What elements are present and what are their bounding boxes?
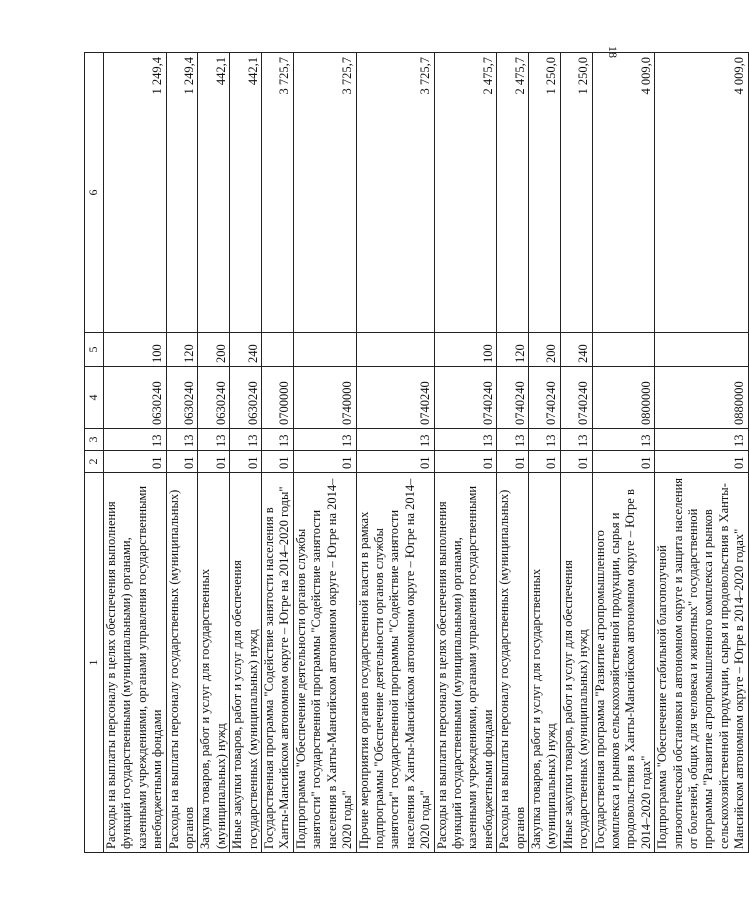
subsection-cell: 13 <box>560 429 592 451</box>
target-article-cell: 0880000 <box>655 367 748 429</box>
section-cell: 01 <box>592 451 655 473</box>
section-cell: 01 <box>230 451 262 473</box>
amount-cell: 442,1 <box>230 53 262 333</box>
header-cell: 5 <box>85 333 104 367</box>
target-article-cell: 0630240 <box>104 367 167 429</box>
section-cell: 01 <box>198 451 230 473</box>
section-cell: 01 <box>434 451 497 473</box>
subsection-cell: 13 <box>655 429 748 451</box>
table-row <box>592 53 655 853</box>
amount-cell: 4 009,0 <box>655 53 748 333</box>
section-cell: 01 <box>560 451 592 473</box>
amount-cell: 4 009,0 <box>592 53 655 333</box>
subsection-cell: 13 <box>166 429 198 451</box>
name-cell: Государственная программа "Развитие агропромышленного комплекса и рынков сельскохозяйственной продукции, сырья и продовольствия в Ханты-Мансийском автономном округе – Югре в 2014–2020 годах" <box>592 473 655 853</box>
subsection-cell: 13 <box>356 429 434 451</box>
expense-type-cell: 100 <box>434 333 497 367</box>
target-article-cell: 0700000 <box>262 367 294 429</box>
name-cell: Расходы на выплаты персоналу государственных (муниципальных) органов <box>166 473 198 853</box>
target-article-cell: 0740240 <box>497 367 529 429</box>
target-article-cell: 0740240 <box>356 367 434 429</box>
table-row <box>497 53 529 853</box>
target-article-cell: 0740000 <box>293 367 356 429</box>
section-cell: 01 <box>655 451 748 473</box>
target-article-cell: 0630240 <box>198 367 230 429</box>
target-article-cell: 0740240 <box>560 367 592 429</box>
name-cell: Прочие мероприятия органов государственной власти в рамках подпрограммы "Обеспечение деятельности органов службы занятости" государственной программы "Содействие занятости населения в Ханты-Мансийском автономном округе – Югре на 2014–2020 годы" <box>356 473 434 853</box>
amount-cell: 1 250,0 <box>560 53 592 333</box>
table-row <box>356 53 434 853</box>
header-cell: 3 <box>85 429 104 451</box>
expense-type-cell: 200 <box>528 333 560 367</box>
amount-cell: 3 725,7 <box>262 53 294 333</box>
amount-cell: 1 249,4 <box>104 53 167 333</box>
section-cell: 01 <box>166 451 198 473</box>
expense-type-cell: 200 <box>198 333 230 367</box>
amount-cell: 3 725,7 <box>293 53 356 333</box>
header-cell: 4 <box>85 367 104 429</box>
expense-type-cell: 100 <box>104 333 167 367</box>
table-row <box>293 53 356 853</box>
target-article-cell: 0740240 <box>528 367 560 429</box>
subsection-cell: 13 <box>528 429 560 451</box>
expense-type-cell: 120 <box>166 333 198 367</box>
subsection-cell: 13 <box>434 429 497 451</box>
rotated-table-wrapper <box>84 53 747 853</box>
amount-cell: 442,1 <box>198 53 230 333</box>
section-cell: 01 <box>528 451 560 473</box>
section-cell: 01 <box>262 451 294 473</box>
table-row <box>230 53 262 853</box>
amount-cell: 1 249,4 <box>166 53 198 333</box>
table-row <box>528 53 560 853</box>
name-cell: Государственная программа "Содействие занятости населения в Ханты-Мансийском автономном округе – Югре на 2014–2020 годы" <box>262 473 294 853</box>
name-cell: Подпрограмма "Обеспечение деятельности органов службы занятости" государственной программы "Содействие занятости населения в Ханты-Мансийском автономном округе – Югре на 2014–2020 годы" <box>293 473 356 853</box>
budget-table <box>84 52 749 853</box>
name-cell: Подпрограмма "Обеспечение стабильной благополучной эпизоотической обстановки в автономном округе и защита населения от болезней, общих для человека и животных" государственной программы "Развитие агропромышленного комплекса и рынков сельскохозяйственной продукции, сырья и продовольствия в Ханты-Мансийском автономном округе – Югре в 2014–2020 годах" <box>655 473 748 853</box>
header-cell: 1 <box>85 473 104 853</box>
section-cell: 01 <box>356 451 434 473</box>
section-cell: 01 <box>104 451 167 473</box>
subsection-cell: 13 <box>262 429 294 451</box>
expense-type-cell: 240 <box>560 333 592 367</box>
table-row <box>166 53 198 853</box>
amount-cell: 3 725,7 <box>356 53 434 333</box>
subsection-cell: 13 <box>104 429 167 451</box>
expense-type-cell <box>592 333 655 367</box>
table-body <box>85 53 749 853</box>
table-row <box>560 53 592 853</box>
amount-cell: 2 475,7 <box>434 53 497 333</box>
subsection-cell: 13 <box>293 429 356 451</box>
subsection-cell: 13 <box>497 429 529 451</box>
subsection-cell: 13 <box>198 429 230 451</box>
target-article-cell: 0800000 <box>592 367 655 429</box>
name-cell: Расходы на выплаты персоналу в целях обеспечения выполнения функций государственными (муниципальными) органами, казенными учреждениями, органами управления государственными внебюджетными фондами <box>434 473 497 853</box>
expense-type-cell <box>293 333 356 367</box>
table-row <box>262 53 294 853</box>
expense-type-cell <box>262 333 294 367</box>
page-number: 18 <box>606 46 620 58</box>
target-article-cell: 0630240 <box>166 367 198 429</box>
expense-type-cell <box>655 333 748 367</box>
target-article-cell: 0630240 <box>230 367 262 429</box>
header-cell: 2 <box>85 451 104 473</box>
name-cell: Расходы на выплаты персоналу государственных (муниципальных) органов <box>497 473 529 853</box>
section-cell: 01 <box>497 451 529 473</box>
amount-cell: 2 475,7 <box>497 53 529 333</box>
expense-type-cell <box>356 333 434 367</box>
name-cell: Расходы на выплаты персоналу в целях обеспечения выполнения функций государственными (муниципальными) органами, казенными учреждениями, органами управления государственными внебюджетными фондами <box>104 473 167 853</box>
subsection-cell: 13 <box>230 429 262 451</box>
name-cell: Иные закупки товаров, работ и услуг для обеспечения государственных (муниципальных) нужд <box>560 473 592 853</box>
header-cell: 6 <box>85 53 104 333</box>
target-article-cell: 0740240 <box>434 367 497 429</box>
header-row <box>85 53 104 853</box>
table-row <box>655 53 748 853</box>
amount-cell: 1 250,0 <box>528 53 560 333</box>
section-cell: 01 <box>293 451 356 473</box>
table-row <box>104 53 167 853</box>
name-cell: Закупка товаров, работ и услуг для государственных (муниципальных) нужд <box>198 473 230 853</box>
expense-type-cell: 120 <box>497 333 529 367</box>
name-cell: Иные закупки товаров, работ и услуг для обеспечения государственных (муниципальных) нужд <box>230 473 262 853</box>
subsection-cell: 13 <box>592 429 655 451</box>
table-row <box>198 53 230 853</box>
name-cell: Закупка товаров, работ и услуг для государственных (муниципальных) нужд <box>528 473 560 853</box>
expense-type-cell: 240 <box>230 333 262 367</box>
table-row <box>434 53 497 853</box>
